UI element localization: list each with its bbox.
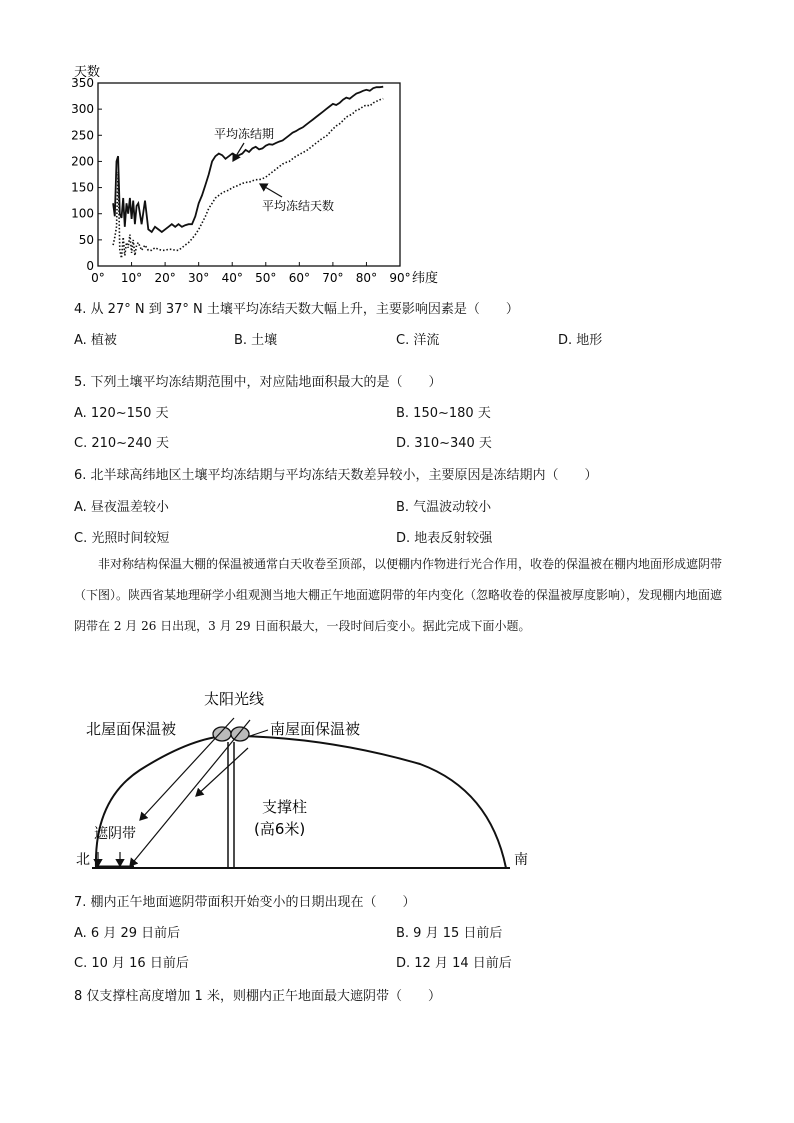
q5-option-c: C. 210~240 天 bbox=[74, 436, 169, 451]
q5-stem: 5. 下列土壤平均冻结期范围中，对应陆地面积最大的是（ ） bbox=[74, 375, 442, 390]
series-line-freeze-days bbox=[113, 99, 383, 259]
q6-option-c: C. 光照时间较短 bbox=[74, 531, 170, 546]
label-north-quilt: 北屋面保温被 bbox=[86, 720, 177, 738]
label-sun-rays: 太阳光线 bbox=[204, 690, 265, 708]
q7-option-c: C. 10 月 16 日前后 bbox=[74, 956, 189, 971]
x-tick-label: 10° bbox=[120, 271, 143, 285]
label-shade-band: 遮阴带 bbox=[94, 826, 136, 842]
chart-x-axis-title: 纬度 bbox=[412, 271, 439, 286]
series-line-freeze-period bbox=[113, 87, 383, 232]
label-south: 南 bbox=[514, 852, 528, 868]
y-tick-label: 50 bbox=[78, 232, 94, 247]
annotation-freeze-period: 平均冻结期 bbox=[214, 127, 275, 141]
x-tick-label: 40° bbox=[221, 271, 243, 285]
q6-option-d: D. 地表反射较强 bbox=[396, 531, 493, 546]
q8-stem: 8 仅支撑柱高度增加 1 米，则棚内正午地面最大遮阴带（ ） bbox=[74, 989, 441, 1004]
chart-frame bbox=[98, 83, 400, 266]
x-tick-label: 90° bbox=[389, 271, 411, 285]
label-pillar: 支撑柱 bbox=[262, 798, 308, 816]
label-pillar-height: (高6米) bbox=[254, 820, 306, 838]
frozen-soil-chart bbox=[0, 0, 794, 300]
q4-option-d: D. 地形 bbox=[558, 333, 603, 348]
reading-passage: 非对称结构保温大棚的保温被通常白天收卷至顶部，以便棚内作物进行光合作用，收卷的保温被在棚内地面形成遮阴带（下图）。陕西省某地理研学小组观测当地大棚正午地面遮阴带的年内变化（忽略收卷的保温被厚度影响），发现棚内地面遮阴带在 2 月 26 日出现，3 月 29 日面积最大，一段时间后变小。据此完成下面小题。 bbox=[74, 557, 723, 633]
x-tick-label: 80° bbox=[355, 271, 378, 285]
x-tick-label: 20° bbox=[154, 271, 176, 285]
q5-option-b: B. 150~180 天 bbox=[396, 406, 491, 421]
q7-stem: 7. 棚内正午地面遮阴带面积开始变小的日期出现在（ ） bbox=[74, 895, 416, 910]
chart-y-axis-title: 天数 bbox=[74, 65, 101, 80]
q4-option-b: B. 土壤 bbox=[234, 333, 278, 348]
q4-option-a: A. 植被 bbox=[74, 333, 117, 348]
q7-option-a: A. 6 月 29 日前后 bbox=[74, 926, 181, 941]
y-tick-label: 250 bbox=[71, 128, 94, 143]
y-tick-label: 200 bbox=[71, 154, 94, 169]
north-quilt-roll bbox=[213, 727, 231, 741]
q4-stem: 4. 从 27° N 到 37° N 土壤平均冻结天数大幅上升，主要影响因素是（ ） bbox=[74, 302, 519, 317]
q6-option-b: B. 气温波动较小 bbox=[396, 500, 492, 515]
x-tick-label: 60° bbox=[288, 271, 310, 285]
annotation-arrow-period bbox=[233, 143, 244, 161]
greenhouse-diagram bbox=[0, 680, 794, 880]
chart-lines bbox=[113, 87, 383, 259]
annotation-freeze-days: 平均冻结天数 bbox=[262, 199, 335, 213]
q6-stem: 6. 北半球高纬地区土壤平均冻结期与平均冻结天数差异较小，主要原因是冻结期内（ ） bbox=[74, 468, 598, 483]
q5-option-a: A. 120~150 天 bbox=[74, 406, 169, 421]
x-tick-label: 0° bbox=[91, 271, 105, 285]
x-tick-label: 50° bbox=[255, 271, 277, 285]
y-tick-label: 350 bbox=[71, 76, 94, 90]
q7-option-b: B. 9 月 15 日前后 bbox=[396, 926, 503, 941]
annotation-arrow-days bbox=[260, 184, 282, 197]
label-south-quilt: 南屋面保温被 bbox=[270, 720, 361, 738]
q7-option-d: D. 12 月 14 日前后 bbox=[396, 956, 512, 971]
x-tick-label: 30° bbox=[188, 271, 210, 285]
leader-south-quilt bbox=[250, 730, 268, 736]
q6-option-a: A. 昼夜温差较小 bbox=[74, 500, 169, 515]
q4-option-c: C. 洋流 bbox=[396, 333, 440, 348]
sun-ray-2 bbox=[130, 720, 250, 866]
y-tick-label: 150 bbox=[71, 180, 94, 195]
y-tick-label: 300 bbox=[71, 102, 94, 117]
label-north: 北 bbox=[76, 852, 90, 868]
q5-option-d: D. 310~340 天 bbox=[396, 436, 492, 451]
y-tick-label: 100 bbox=[71, 206, 94, 221]
y-tick-label: 0 bbox=[86, 259, 94, 273]
x-tick-label: 70° bbox=[322, 271, 344, 285]
sun-ray-3 bbox=[196, 748, 248, 796]
